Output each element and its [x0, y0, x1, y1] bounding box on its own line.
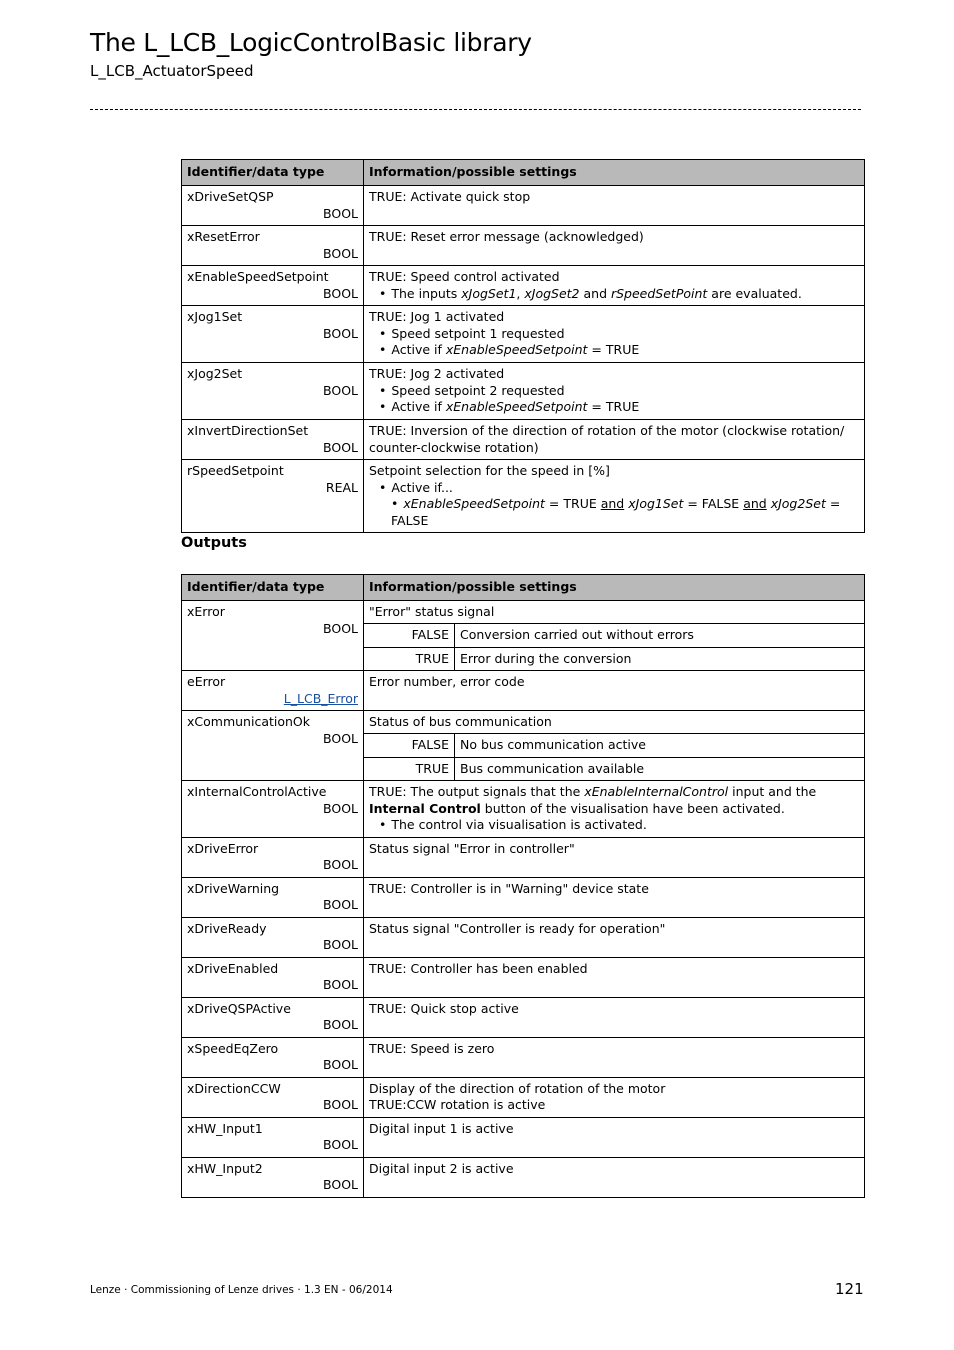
value-label: TRUE [364, 648, 455, 670]
table-row [182, 363, 865, 420]
table-row [182, 186, 865, 226]
identifier-name: xJog1Set [187, 309, 243, 324]
table-header-row [182, 160, 865, 186]
table-header-row [182, 575, 865, 601]
column-header: Information/possible settings [364, 160, 865, 186]
data-type: BOOL [323, 977, 358, 992]
outputs-heading: Outputs [181, 535, 247, 551]
data-type: BOOL [323, 325, 358, 341]
info-text: Status of bus communication [364, 711, 864, 734]
info-text: TRUE: Quick stop active [369, 1000, 519, 1016]
info-text: TRUE: Inversion of the direction of rotation of the motor (clockwise rotation/ counter-clockwise rotation) [369, 423, 845, 455]
identifier-name: xCommunicationOk [187, 714, 310, 729]
info-text: Status signal "Controller is ready for operation" [369, 920, 666, 936]
table-row [182, 226, 865, 266]
info-text: Display of the direction of rotation of the motor [369, 1080, 666, 1096]
bullet-item: • The inputs xJogSet1, xJogSet2 and rSpeedSetPoint are evaluated. [369, 286, 859, 303]
value-label: FALSE [364, 734, 455, 757]
identifier-name: xDriveReady [187, 920, 267, 936]
data-type: BOOL [323, 285, 358, 301]
table-row [182, 997, 865, 1037]
data-type: BOOL [323, 382, 358, 398]
table-row [182, 306, 865, 363]
table-row [182, 917, 865, 957]
data-type: BOOL [323, 245, 358, 261]
identifier-name: xResetError [187, 229, 260, 244]
info-text: TRUE: Speed control activated [369, 269, 560, 284]
header-divider [90, 109, 861, 110]
column-header: Information/possible settings [364, 575, 865, 601]
info-text: TRUE: Jog 2 activated [369, 366, 505, 381]
data-type: BOOL [323, 857, 358, 872]
bullet-item: • xEnableSpeedSetpoint = TRUE and xJog1Set = FALSE and xJog2Set = FALSE [369, 496, 859, 529]
page-number: 121 [835, 1280, 864, 1298]
data-type: BOOL [323, 1137, 358, 1152]
info-text: Status signal "Error in controller" [369, 840, 575, 856]
identifier-name: xDriveSetQSP [187, 189, 274, 204]
info-text: Digital input 2 is active [369, 1160, 514, 1176]
column-header: Identifier/data type [182, 575, 364, 601]
bullet-item: • Speed setpoint 2 requested [369, 383, 859, 400]
identifier-name: xDirectionCCW [187, 1080, 281, 1096]
page-title: The L_LCB_LogicControlBasic library [90, 28, 532, 57]
table-row [182, 837, 865, 877]
table-row [182, 711, 865, 781]
value-label: FALSE [364, 624, 455, 647]
identifier-name: xJog2Set [187, 366, 243, 381]
data-type: BOOL [323, 730, 358, 746]
data-type-link[interactable]: L_LCB_Error [283, 690, 358, 706]
identifier-name: xHW_Input2 [187, 1160, 263, 1176]
table-row [182, 1077, 865, 1117]
identifier-name: xError [187, 604, 225, 619]
table-row [182, 266, 865, 306]
identifier-name: xDriveQSPActive [187, 1000, 291, 1016]
table-row [182, 877, 865, 917]
value-description: Bus communication available [460, 761, 645, 776]
info-text: Digital input 1 is active [369, 1120, 514, 1136]
value-row [364, 624, 864, 647]
value-description: Error during the conversion [460, 651, 632, 666]
data-type: BOOL [323, 1017, 358, 1032]
bullet-item: • Active if xEnableSpeedSetpoint = TRUE [369, 342, 859, 359]
inputs-table [181, 159, 865, 533]
footer-text: Lenze · Commissioning of Lenze drives · 1.3 EN - 06/2014 [90, 1284, 393, 1296]
identifier-name: xInvertDirectionSet [187, 423, 309, 438]
bullet-item: • Speed setpoint 1 requested [369, 326, 859, 343]
data-type: BOOL [323, 1097, 358, 1112]
value-row [364, 647, 864, 670]
value-row [364, 757, 864, 780]
bullet-item: • Active if... [369, 480, 859, 497]
info-text: TRUE: Activate quick stop [369, 189, 531, 204]
page-subtitle: L_LCB_ActuatorSpeed [90, 62, 254, 80]
identifier-name: xEnableSpeedSetpoint [187, 269, 329, 284]
identifier-name: xSpeedEqZero [187, 1040, 279, 1056]
info-text: TRUE: Speed is zero [369, 1040, 495, 1056]
table-row [182, 601, 865, 671]
info-text-2: TRUE:CCW rotation is active [369, 1097, 546, 1112]
identifier-name: xDriveWarning [187, 880, 280, 896]
bullet-item: • The control via visualisation is activated. [369, 817, 859, 834]
data-type: BOOL [323, 897, 358, 912]
data-type: BOOL [323, 205, 358, 221]
data-type: REAL [325, 479, 358, 495]
identifier-name: eError [187, 674, 226, 689]
table-row [182, 1117, 865, 1157]
data-type: BOOL [323, 1057, 358, 1072]
table-row [182, 420, 865, 460]
data-type: BOOL [323, 620, 358, 636]
info-text: "Error" status signal [364, 601, 864, 624]
data-type: BOOL [323, 800, 358, 816]
identifier-name: xDriveEnabled [187, 960, 279, 976]
value-description: No bus communication active [460, 737, 646, 752]
info-text: TRUE: Jog 1 activated [369, 309, 505, 324]
data-type: BOOL [323, 937, 358, 952]
identifier-name: xHW_Input1 [187, 1120, 263, 1136]
value-row [364, 734, 864, 757]
table-row [182, 1157, 865, 1197]
info-text: TRUE: Controller has been enabled [369, 960, 588, 976]
info-text: TRUE: The output signals that the xEnableInternalControl input and the Internal Control button of the visualisation have been activated. [369, 784, 817, 816]
identifier-name: rSpeedSetpoint [187, 463, 284, 478]
bullet-item: • Active if xEnableSpeedSetpoint = TRUE [369, 399, 859, 416]
data-type: BOOL [323, 1177, 358, 1192]
column-header: Identifier/data type [182, 160, 364, 186]
table-row [182, 1037, 865, 1077]
data-type: BOOL [323, 439, 358, 455]
table-row [182, 460, 865, 533]
info-text: TRUE: Controller is in "Warning" device state [369, 880, 649, 896]
info-text: Setpoint selection for the speed in [%] [369, 463, 610, 478]
identifier-name: xDriveError [187, 840, 259, 856]
table-row [182, 957, 865, 997]
info-text: TRUE: Reset error message (acknowledged) [369, 229, 644, 244]
table-row [182, 671, 865, 711]
value-description: Conversion carried out without errors [460, 627, 694, 642]
outputs-table [181, 574, 865, 1198]
value-label: TRUE [364, 758, 455, 780]
identifier-name: xInternalControlActive [187, 784, 327, 799]
table-row [182, 781, 865, 838]
info-text: Error number, error code [369, 674, 525, 689]
